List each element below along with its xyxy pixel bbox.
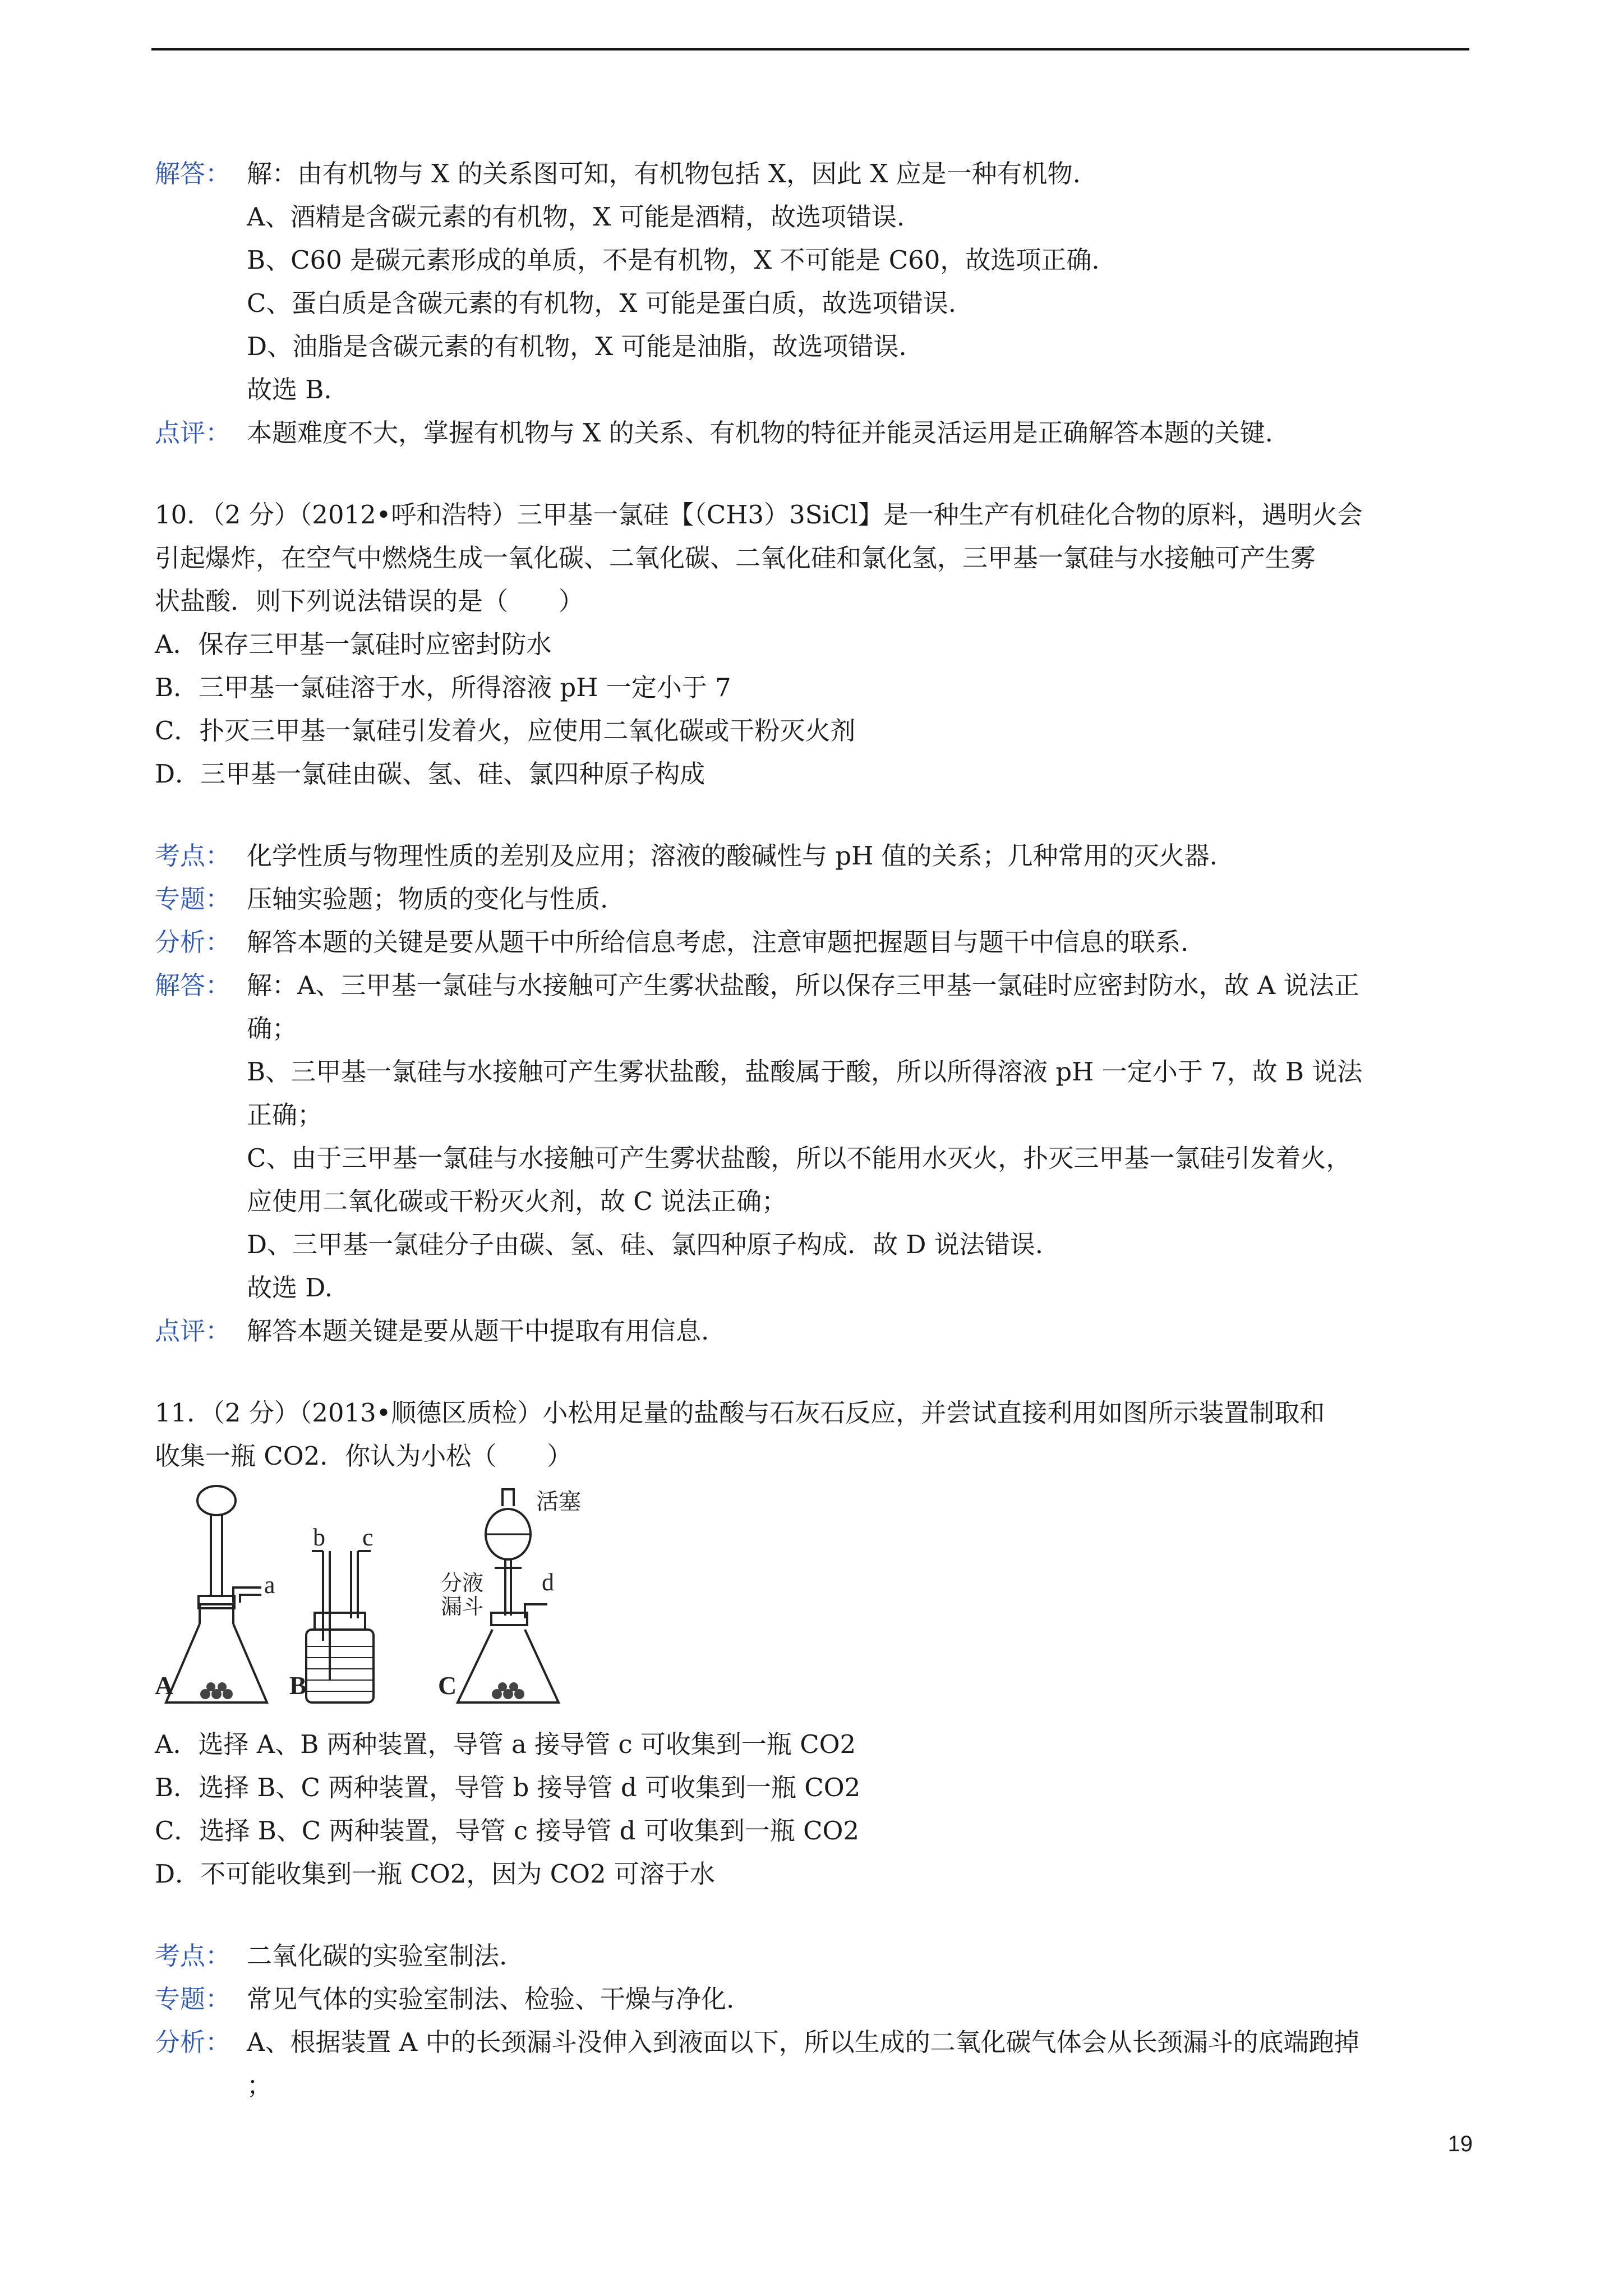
topic-text: 常见气体的实验室制法、检验、干燥与净化. (247, 1984, 735, 2014)
point-text: 化学性质与物理性质的差别及应用；溶液的酸碱性与 pH 值的关系；几种常用的灭火器. (247, 841, 1218, 871)
q10-stem-line: 引起爆炸，在空气中燃烧生成一氧化碳、二氧化碳、二氧化硅和氯化氢，三甲基一氯硅与水接触可产生雾 (155, 543, 1316, 573)
label-analysis: 分析： (155, 927, 231, 957)
answer-line: C、蛋白质是含碳元素的有机物，X 可能是蛋白质，故选项错误. (247, 288, 957, 318)
q10-option-c: C．扑灭三甲基一氯硅引发着火，应使用二氧化碳或干粉灭火剂 (155, 716, 856, 746)
analysis-text: 解答本题的关键是要从题干中所给信息考虑，注意审题把握题目与题干中信息的联系. (247, 927, 1189, 957)
label-comment: 点评： (155, 418, 231, 448)
answer-line: 应使用二氧化碳或干粉灭火剂，故 C 说法正确； (247, 1186, 787, 1216)
label-A: A (155, 1671, 174, 1700)
label-funnel-1: 分液 (441, 1572, 484, 1595)
answer-line: 故选 D. (247, 1273, 333, 1303)
label-c: c (362, 1524, 374, 1551)
q10-option-a: A．保存三甲基一氯硅时应密封防水 (155, 629, 552, 659)
answer-line: D、油脂是含碳元素的有机物，X 可能是油脂，故选项错误. (247, 332, 907, 361)
answer-line: 解：A、三甲基一氯硅与水接触可产生雾状盐酸，所以保存三甲基一氯硅时应密封防水，故 A 说法正 (247, 970, 1359, 1000)
point-text: 二氧化碳的实验室制法. (247, 1941, 508, 1971)
q11-option-d: D．不可能收集到一瓶 CO2，因为 CO2 可溶于水 (155, 1859, 715, 1889)
q10-option-d: D．三甲基一氯硅由碳、氢、硅、氯四种原子构成 (155, 759, 706, 789)
answer-line: C、由于三甲基一氯硅与水接触可产生雾状盐酸，所以不能用水灭火，扑灭三甲基一氯硅引发着火， (247, 1143, 1352, 1173)
topic-text: 压轴实验题；物质的变化与性质. (247, 884, 608, 914)
label-answer: 解答： (155, 970, 231, 1000)
analysis-line: A、根据装置 A 中的长颈漏斗没伸入到液面以下，所以生成的二氧化碳气体会从长颈漏斗的底端跑掉 (247, 2027, 1359, 2057)
q11-option-c: C．选择 B、C 两种装置，导管 c 接导管 d 可收集到一瓶 CO2 (155, 1816, 860, 1846)
answer-line: 正确； (247, 1100, 323, 1130)
analysis-line: ； (247, 2070, 273, 2100)
label-point: 考点： (155, 1941, 231, 1971)
answer-line: 确； (247, 1014, 298, 1043)
label-funnel-2: 漏斗 (441, 1595, 484, 1619)
q10-stem-line: 10．（2 分）（2012•呼和浩特）三甲基一氯硅【（CH3）3SiCl】是一种生产有机硅化合物的原料，遇明火会 (155, 500, 1363, 530)
apparatus-figure (155, 1484, 609, 1719)
label-C: C (438, 1671, 457, 1700)
answer-line: 解：由有机物与 X 的关系图可知，有机物包括 X，因此 X 应是一种有机物. (247, 159, 1081, 188)
label-analysis: 分析： (155, 2027, 231, 2057)
q10-stem-line: 状盐酸．则下列说法错误的是（ ） (155, 586, 584, 616)
label-B: B (289, 1671, 307, 1700)
answer-line: 故选 B. (247, 375, 332, 404)
label-d: d (542, 1568, 554, 1596)
header-rule (151, 48, 1469, 50)
apparatus-b (306, 1551, 374, 1703)
answer-line: D、三甲基一氯硅分子由碳、氢、硅、氯四种原子构成．故 D 说法错误. (247, 1230, 1044, 1259)
label-valve: 活塞 (536, 1489, 581, 1514)
q10-option-b: B．三甲基一氯硅溶于水，所得溶液 pH 一定小于 7 (155, 673, 731, 702)
comment-text: 解答本题关键是要从题干中提取有用信息. (247, 1316, 709, 1346)
label-point: 考点： (155, 841, 231, 871)
label-comment: 点评： (155, 1316, 231, 1346)
q11-option-b: B．选择 B、C 两种装置，导管 b 接导管 d 可收集到一瓶 CO2 (155, 1773, 861, 1802)
apparatus-a (166, 1486, 267, 1703)
label-topic: 专题： (155, 884, 231, 914)
label-b: b (313, 1524, 325, 1551)
q11-stem-line: 11．（2 分）（2013•顺德区质检）小松用足量的盐酸与石灰石反应，并尝试直接利用如图所示装置制取和 (155, 1398, 1325, 1428)
label-topic: 专题： (155, 1984, 231, 2014)
answer-line: B、C60 是碳元素形成的单质，不是有机物，X 不可能是 C60，故选项正确. (247, 245, 1100, 275)
answer-line: A、酒精是含碳元素的有机物，X 可能是酒精，故选项错误. (247, 202, 905, 232)
answer-line: B、三甲基一氯硅与水接触可产生雾状盐酸，盐酸属于酸，所以所得溶液 pH 一定小于 7，故 B 说法 (247, 1057, 1363, 1087)
q11-option-a: A．选择 A、B 两种装置，导管 a 接导管 c 可收集到一瓶 CO2 (155, 1729, 856, 1759)
label-a: a (264, 1571, 275, 1599)
page-number: 19 (1447, 2132, 1473, 2156)
label-answer: 解答： (155, 159, 231, 188)
comment-text: 本题难度不大，掌握有机物与 X 的关系、有机物的特征并能灵活运用是正确解答本题的关键. (247, 418, 1273, 448)
q11-stem-line: 收集一瓶 CO2．你认为小松（ ） (155, 1441, 573, 1471)
